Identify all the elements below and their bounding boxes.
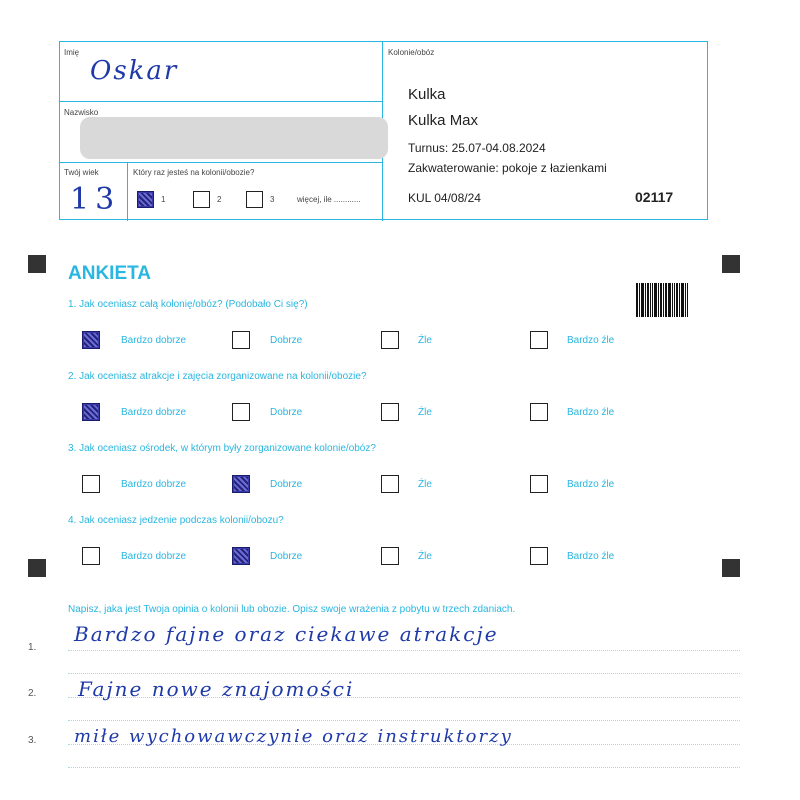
q1-option-label: Bardzo dobrze: [121, 335, 187, 346]
q4-checkbox-bardzo-zle[interactable]: [530, 547, 548, 565]
opinion-prompt: Napisz, jaka jest Twoja opinia o kolonii lub obozie. Opisz swoje wrażenia z pobytu w trzech zdaniach.: [68, 604, 516, 615]
line-number-1: 1.: [28, 642, 37, 653]
times-checkbox-2[interactable]: [193, 191, 210, 208]
question-2: 2. Jak oceniasz atrakcje i zajęcia zorganizowane na kolonii/obozie?: [68, 371, 367, 382]
redacted-surname: [80, 117, 388, 159]
times-option-1: 1: [161, 195, 166, 204]
q2-option-label: Źle: [418, 407, 432, 418]
q4-option-label: Bardzo źle: [567, 551, 615, 562]
camp-code: KUL 04/08/24: [408, 191, 481, 205]
camp-name: Kulka: [408, 86, 446, 103]
name-value: Oskar: [90, 56, 179, 86]
q1-checkbox-zle[interactable]: [381, 331, 399, 349]
name-label: Imię: [64, 48, 80, 57]
times-checkbox-3[interactable]: [246, 191, 263, 208]
registration-marker: [722, 255, 740, 273]
survey-title: ANKIETA: [68, 263, 152, 284]
camp-label: Kolonie/obóz: [388, 48, 435, 57]
q2-option-label: Dobrze: [270, 407, 303, 418]
q1-option-label: Dobrze: [270, 335, 303, 346]
registration-marker: [722, 559, 740, 577]
q4-option-label: Dobrze: [270, 551, 303, 562]
q2-checkbox-bardzo-zle[interactable]: [530, 403, 548, 421]
answer-3[interactable]: miłe wychowawczynie oraz instruktorzy: [74, 726, 513, 747]
q3-option-label: Bardzo źle: [567, 479, 615, 490]
q3-option-label: Bardzo dobrze: [121, 479, 187, 490]
answer-1[interactable]: Bardzo fajne oraz ciekawe atrakcje: [74, 622, 499, 646]
registration-marker: [28, 559, 46, 577]
turnus-text: Turnus: 25.07-04.08.2024: [408, 141, 546, 155]
answer-line: [68, 673, 740, 674]
times-option-2: 2: [217, 195, 222, 204]
question-1: 1. Jak oceniasz całą kolonię/obóz? (Podobało Ci się?): [68, 299, 308, 310]
times-more-label: więcej, ile ............: [297, 195, 361, 204]
q3-checkbox-bardzo-zle[interactable]: [530, 475, 548, 493]
times-option-3: 3: [270, 195, 275, 204]
q3-checkbox-dobrze[interactable]: [232, 475, 250, 493]
age-value: 13: [70, 182, 121, 217]
barcode: [636, 283, 689, 317]
q3-checkbox-bardzo-dobrze[interactable]: [82, 475, 100, 493]
q2-option-label: Bardzo dobrze: [121, 407, 187, 418]
q1-checkbox-dobrze[interactable]: [232, 331, 250, 349]
times-label: Który raz jesteś na kolonii/obozie?: [133, 168, 255, 177]
q1-option-label: Źle: [418, 335, 432, 346]
registration-marker: [28, 255, 46, 273]
q3-option-label: Źle: [418, 479, 432, 490]
line-number-2: 2.: [28, 688, 37, 699]
q4-option-label: Źle: [418, 551, 432, 562]
q1-option-label: Bardzo źle: [567, 335, 615, 346]
times-checkbox-1[interactable]: [137, 191, 154, 208]
answer-2[interactable]: Fajne nowe znajomości: [78, 677, 355, 701]
answer-line: [68, 720, 740, 721]
q2-checkbox-zle[interactable]: [381, 403, 399, 421]
q4-option-label: Bardzo dobrze: [121, 551, 187, 562]
camp-subname: Kulka Max: [408, 112, 479, 129]
q1-checkbox-bardzo-zle[interactable]: [530, 331, 548, 349]
q4-checkbox-zle[interactable]: [381, 547, 399, 565]
q1-checkbox-bardzo-dobrze[interactable]: [82, 331, 100, 349]
surname-label: Nazwisko: [64, 108, 99, 117]
accommodation-text: Zakwaterowanie: pokoje z łazienkami: [408, 161, 607, 175]
form-number: 02117: [635, 189, 674, 205]
line-number-3: 3.: [28, 735, 37, 746]
q2-option-label: Bardzo źle: [567, 407, 615, 418]
age-label: Twój wiek: [64, 168, 99, 177]
q3-option-label: Dobrze: [270, 479, 303, 490]
question-4: 4. Jak oceniasz jedzenie podczas kolonii/obozu?: [68, 515, 284, 526]
answer-line: [68, 767, 740, 768]
q4-checkbox-dobrze[interactable]: [232, 547, 250, 565]
q3-checkbox-zle[interactable]: [381, 475, 399, 493]
q2-checkbox-bardzo-dobrze[interactable]: [82, 403, 100, 421]
answer-line: [68, 650, 740, 651]
q4-checkbox-bardzo-dobrze[interactable]: [82, 547, 100, 565]
q2-checkbox-dobrze[interactable]: [232, 403, 250, 421]
question-3: 3. Jak oceniasz ośrodek, w którym były zorganizowane kolonie/obóz?: [68, 443, 376, 454]
